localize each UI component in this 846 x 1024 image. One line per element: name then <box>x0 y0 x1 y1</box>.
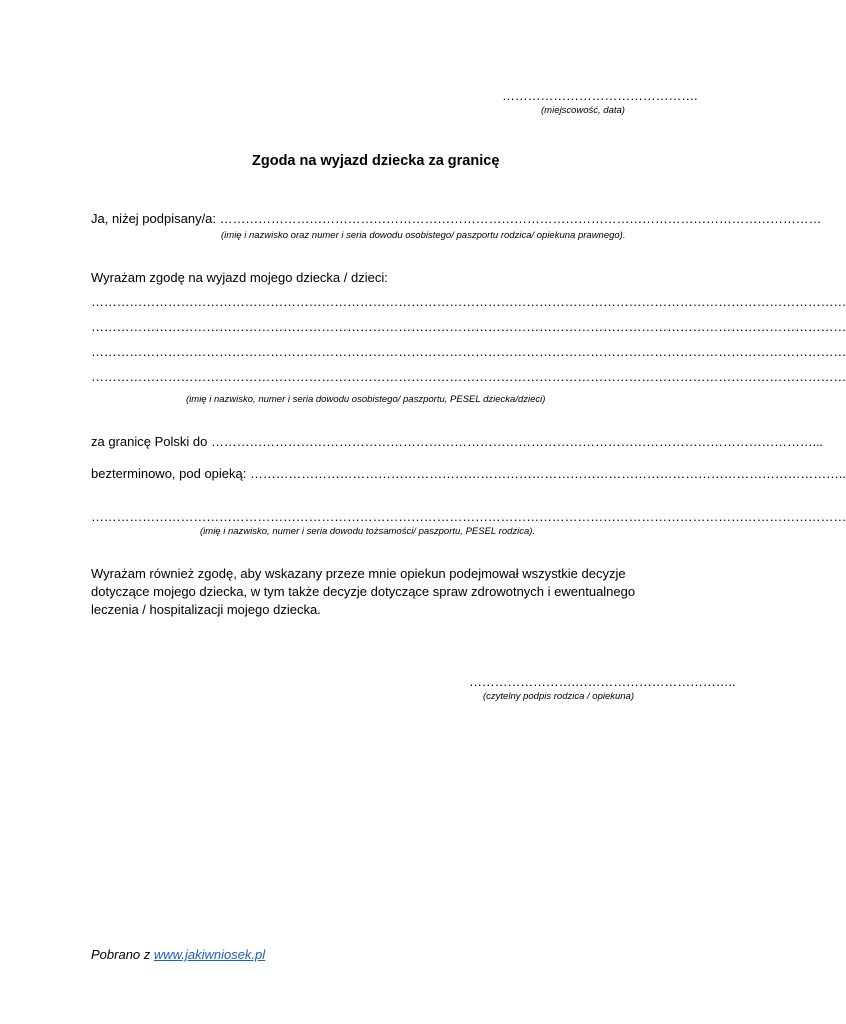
undersigned-note: (imię i nazwisko oraz numer i seria dowodu osobistego/ paszportu rodzica/ opiekuna prawnego). <box>221 230 626 241</box>
child-note: (imię i nazwisko, numer i seria dowodu osobistego/ paszportu, PESEL dziecka/dzieci) <box>186 394 546 405</box>
consent-label: Wyrażam zgodę na wyjazd mojego dziecka / dzieci: <box>91 270 388 285</box>
signature-note: (czytelny podpis rodzica / opiekuna) <box>483 691 635 702</box>
undersigned-label: Ja, niżej podpisany/a: <box>91 211 217 226</box>
abroad-label: za granicę Polski do <box>91 434 208 449</box>
indefinite-row <box>91 466 846 481</box>
place-date-note: (miejscowość, data) <box>541 105 625 116</box>
signature-line: …………………….……………………………….. <box>469 674 736 689</box>
guardian-note: (imię i nazwisko, numer i seria dowodu tożsamości/ paszportu, PESEL rodzica). <box>200 526 536 537</box>
footer-prefix: Pobrano z <box>91 947 151 962</box>
child-line-1: …………………………………………………………………………………………………………………………………………………………… <box>91 294 846 309</box>
footer-source <box>91 947 265 962</box>
abroad-row <box>91 434 823 449</box>
undersigned-dots: …………………………………………………………………………………………………………………………… <box>219 211 822 226</box>
place-date-line: ………………………………………. <box>502 88 698 103</box>
abroad-dots: ……………………………………………………………………………………………………………………………... <box>210 434 823 449</box>
child-line-2: …………………………………………………………………………………………………………………………………………………………… <box>91 319 846 334</box>
document-title: Zgoda na wyjazd dziecka za granicę <box>252 153 500 169</box>
also-consent-paragraph: Wyrażam również zgodę, aby wskazany przeze mnie opiekun podejmował wszystkie decyzje dotyczące mojego dziecka, w tym także decyzje dotyczące spraw zdrowotnych i ewentualnego leczenia / hospitalizacji mojego dziecka. <box>91 566 636 617</box>
indefinite-label: bezterminowo, pod opieką: <box>91 466 247 481</box>
child-line-4: …………………………………………………………………………………………………………………………………………………………… <box>91 369 846 384</box>
footer-link[interactable]: www.jakiwniosek.pl <box>153 947 266 962</box>
child-line-3: …………………………………………………………………………………………………………………………………………………………… <box>91 344 846 359</box>
undersigned-row <box>91 211 822 226</box>
guardian-line: …………………………………………………………………………………………………………………………………………………………… <box>91 509 846 524</box>
indefinite-dots: ………………………………………………………………………………………………………………………….. <box>250 466 846 481</box>
